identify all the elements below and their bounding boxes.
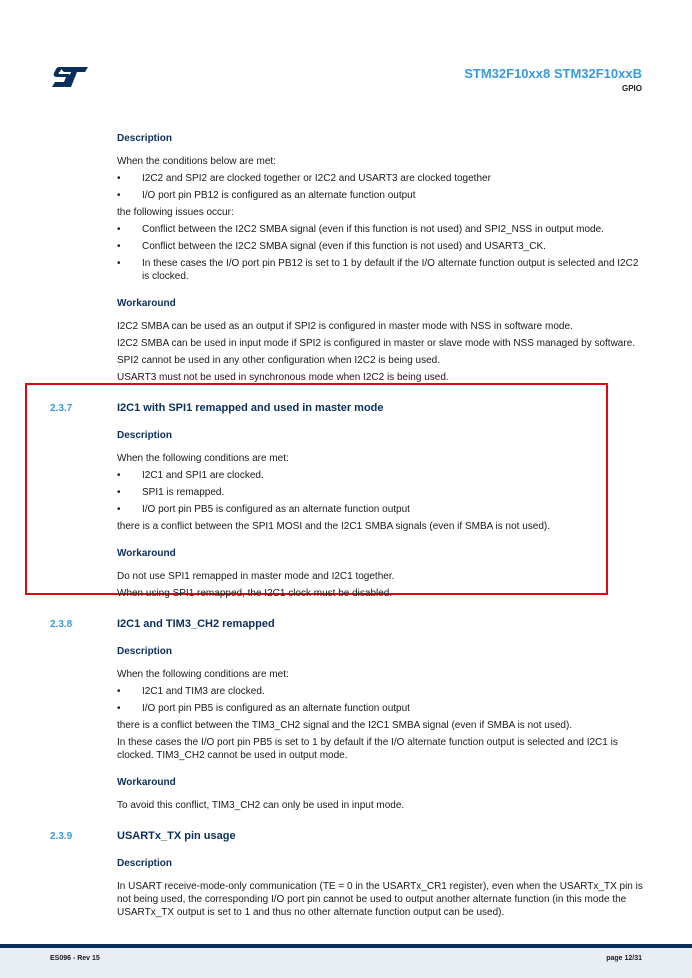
bullet-item: • I2C1 and TIM3 are clocked. bbox=[117, 685, 643, 698]
description-heading: Description bbox=[117, 133, 173, 144]
section-2-3-8 bbox=[50, 618, 643, 631]
bullet-item: • I2C2 and SPI2 are clocked together or I2C2 and USART3 are clocked together bbox=[117, 172, 643, 185]
paragraph: When the following conditions are met: bbox=[117, 453, 289, 464]
workaround-heading: Workaround bbox=[117, 298, 176, 309]
paragraph: Do not use SPI1 remapped in master mode and I2C1 together. bbox=[117, 571, 395, 582]
bullet-item: • I/O port pin PB5 is configured as an alternate function output bbox=[117, 702, 643, 715]
section-title: I2C1 and TIM3_CH2 remapped bbox=[117, 618, 275, 630]
st-logo-icon bbox=[50, 66, 90, 88]
bullet-item: • I/O port pin PB5 is configured as an alternate function output bbox=[117, 503, 643, 516]
paragraph: To avoid this conflict, TIM3_CH2 can only be used in input mode. bbox=[117, 800, 405, 811]
paragraph: When the following conditions are met: bbox=[117, 669, 289, 680]
bullet-item: • Conflict between the I2C2 SMBA signal (even if this function is not used) and SPI2_NSS in output mode. bbox=[117, 223, 643, 236]
bullet-item: • SPI1 is remapped. bbox=[117, 486, 643, 499]
paragraph: SPI2 cannot be used in any other configuration when I2C2 is being used. bbox=[117, 355, 440, 366]
workaround-heading: Workaround bbox=[117, 777, 176, 788]
section-title: I2C1 with SPI1 remapped and used in master mode bbox=[117, 402, 384, 414]
paragraph: In these cases the I/O port pin PB5 is set to 1 by default if the I/O alternate function output is selected and I2C1 is clocked. TIM3_CH2 cannot be used in output mode. bbox=[117, 737, 618, 761]
section-number: 2.3.9 bbox=[50, 831, 73, 842]
section-2-3-7 bbox=[50, 402, 643, 415]
paragraph: When the conditions below are met: bbox=[117, 156, 276, 167]
description-heading: Description bbox=[117, 646, 173, 657]
bullet-item: • In these cases the I/O port pin PB12 is set to 1 by default if the I/O alternate function output is selected and I2C2 is clocked. bbox=[117, 257, 643, 283]
bullet-item: • I2C1 and SPI1 are clocked. bbox=[117, 469, 643, 482]
section-number: 2.3.8 bbox=[50, 619, 73, 630]
page-number: page 12/31 bbox=[606, 955, 642, 962]
paragraph: there is a conflict between the SPI1 MOSI and the I2C1 SMBA signals (even if SMBA is not used). bbox=[117, 521, 550, 532]
section-title: USARTx_TX pin usage bbox=[117, 830, 236, 842]
document-revision: ES096 - Rev 15 bbox=[50, 955, 100, 962]
footer-band bbox=[0, 948, 692, 978]
paragraph: there is a conflict between the TIM3_CH2 signal and the I2C1 SMBA signal (even if SMBA is not used). bbox=[117, 720, 573, 731]
description-heading: Description bbox=[117, 858, 173, 869]
paragraph: In USART receive-mode-only communication (TE = 0 in the USARTx_CR1 register), even when the USARTx_TX pin is not being used, the corresponding I/O port pin cannot be used to output another alternate function (in this mode the USARTx_TX output is set to 1 and thus no other alternate function output can be used). bbox=[117, 881, 643, 918]
paragraph: the following issues occur: bbox=[117, 207, 234, 218]
section-2-3-9 bbox=[50, 830, 643, 843]
paragraph: I2C2 SMBA can be used as an output if SPI2 is configured in master mode with NSS in software mode. bbox=[117, 321, 573, 332]
paragraph: I2C2 SMBA can be used in input mode if SPI2 is configured in master or slave mode with NSS managed by software. bbox=[117, 338, 636, 349]
document-section: GPIO bbox=[621, 84, 642, 93]
page-content bbox=[50, 132, 643, 919]
section-number: 2.3.7 bbox=[50, 403, 73, 414]
paragraph: When using SPI1 remapped, the I2C1 clock must be disabled. bbox=[117, 588, 393, 599]
document-title: STM32F10xx8 STM32F10xxB bbox=[464, 66, 642, 81]
bullet-item: • I/O port pin PB12 is configured as an alternate function output bbox=[117, 189, 643, 202]
paragraph: USART3 must not be used in synchronous mode when I2C2 is being used. bbox=[117, 372, 449, 383]
description-heading: Description bbox=[117, 430, 173, 441]
workaround-heading: Workaround bbox=[117, 548, 176, 559]
bullet-item: • Conflict between the I2C2 SMBA signal (even if this function is not used) and USART3_CK. bbox=[117, 240, 643, 253]
